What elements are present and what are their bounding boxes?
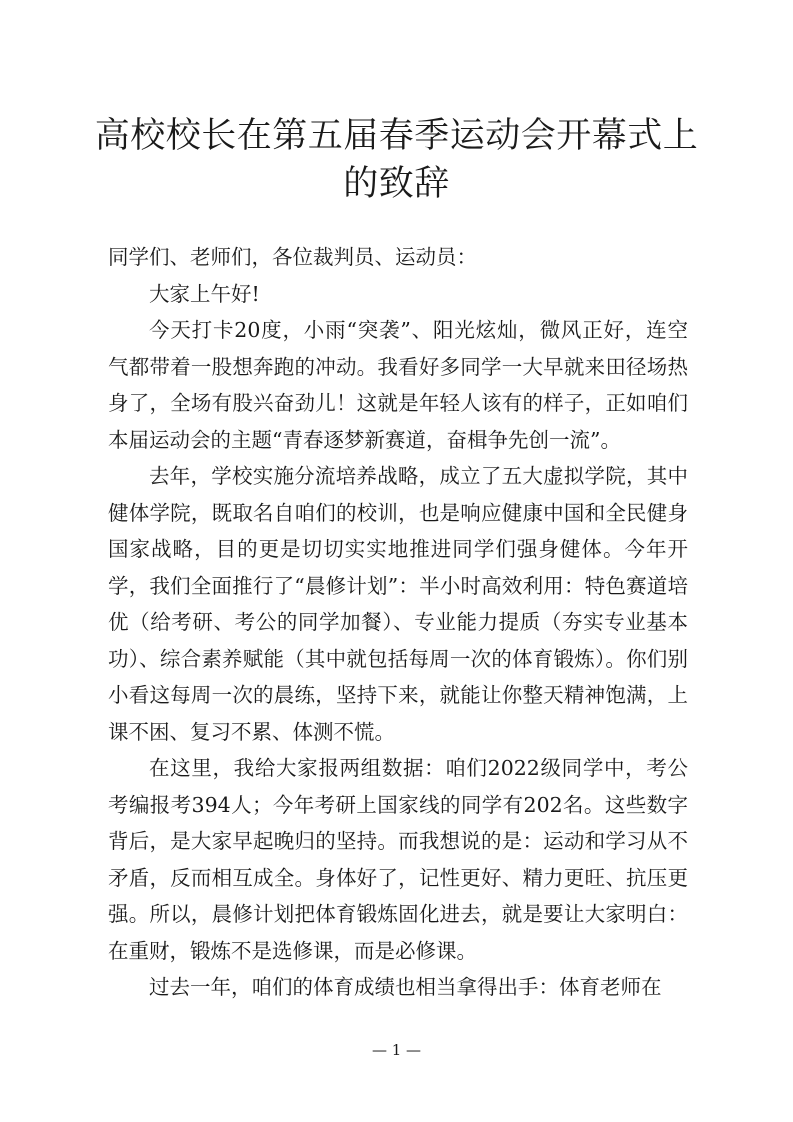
paragraph-achievements: 过去一年，咱们的体育成绩也相当拿得出手：体育老师在 bbox=[149, 975, 662, 999]
document-body bbox=[108, 239, 688, 1006]
paragraph-greeting: 大家上午好! bbox=[149, 281, 260, 306]
paragraph-statistics: 在这里，我给大家报两组数据：咱们2022级同学中，考公考编报考394人；今年考研上国家线的同学有202名。这些数字背后，是大家早起晚归的坚持。而我想说的是：运动和学习从不矛盾，反而相互成全。身体好了，记性更好、精力更旺、抗压更强。所以，晨修计划把体育锻炼固化进去，就是要让大家明白：在重财，锻炼不是选修课，而是必修课。 bbox=[108, 756, 688, 963]
paragraph-opening: 今天打卡20度，小雨“突袭”、阳光炫灿，微风正好，连空气都带着一股想奔跑的冲动。我看好多同学一大早就来田径场热身了，全场有股兴奋劲儿！这就是年轻人该有的样子，正如咱们本届运动会的主题“青春逐梦新赛道，奋楫争先创一流”。 bbox=[108, 318, 688, 452]
salutation: 同学们、老师们，各位裁判员、运动员： bbox=[108, 245, 477, 269]
paragraph-strategy: 去年，学校实施分流培养战略，成立了五大虚拟学院，其中健体学院，既取名自咱们的校训，也是响应健康中国和全民健身国家战略，目的更是切切实实地推进同学们强身健体。今年开学，我们全面推行了“晨修计划”：半小时高效利用：特色赛道培优（给考研、考公的同学加餐）、专业能力提质（夯实专业基本功）、综合素养赋能（其中就包括每周一次的体育锻炼）。你们别小看这每周一次的晨练，坚持下来，就能让你整天精神饱满，上课不困、复习不累、体测不慌。 bbox=[108, 464, 688, 744]
page-number: — 1 — bbox=[371, 1041, 422, 1059]
document-title: 高校校长在第五届春季运动会开幕式上的致辞 bbox=[94, 116, 699, 204]
